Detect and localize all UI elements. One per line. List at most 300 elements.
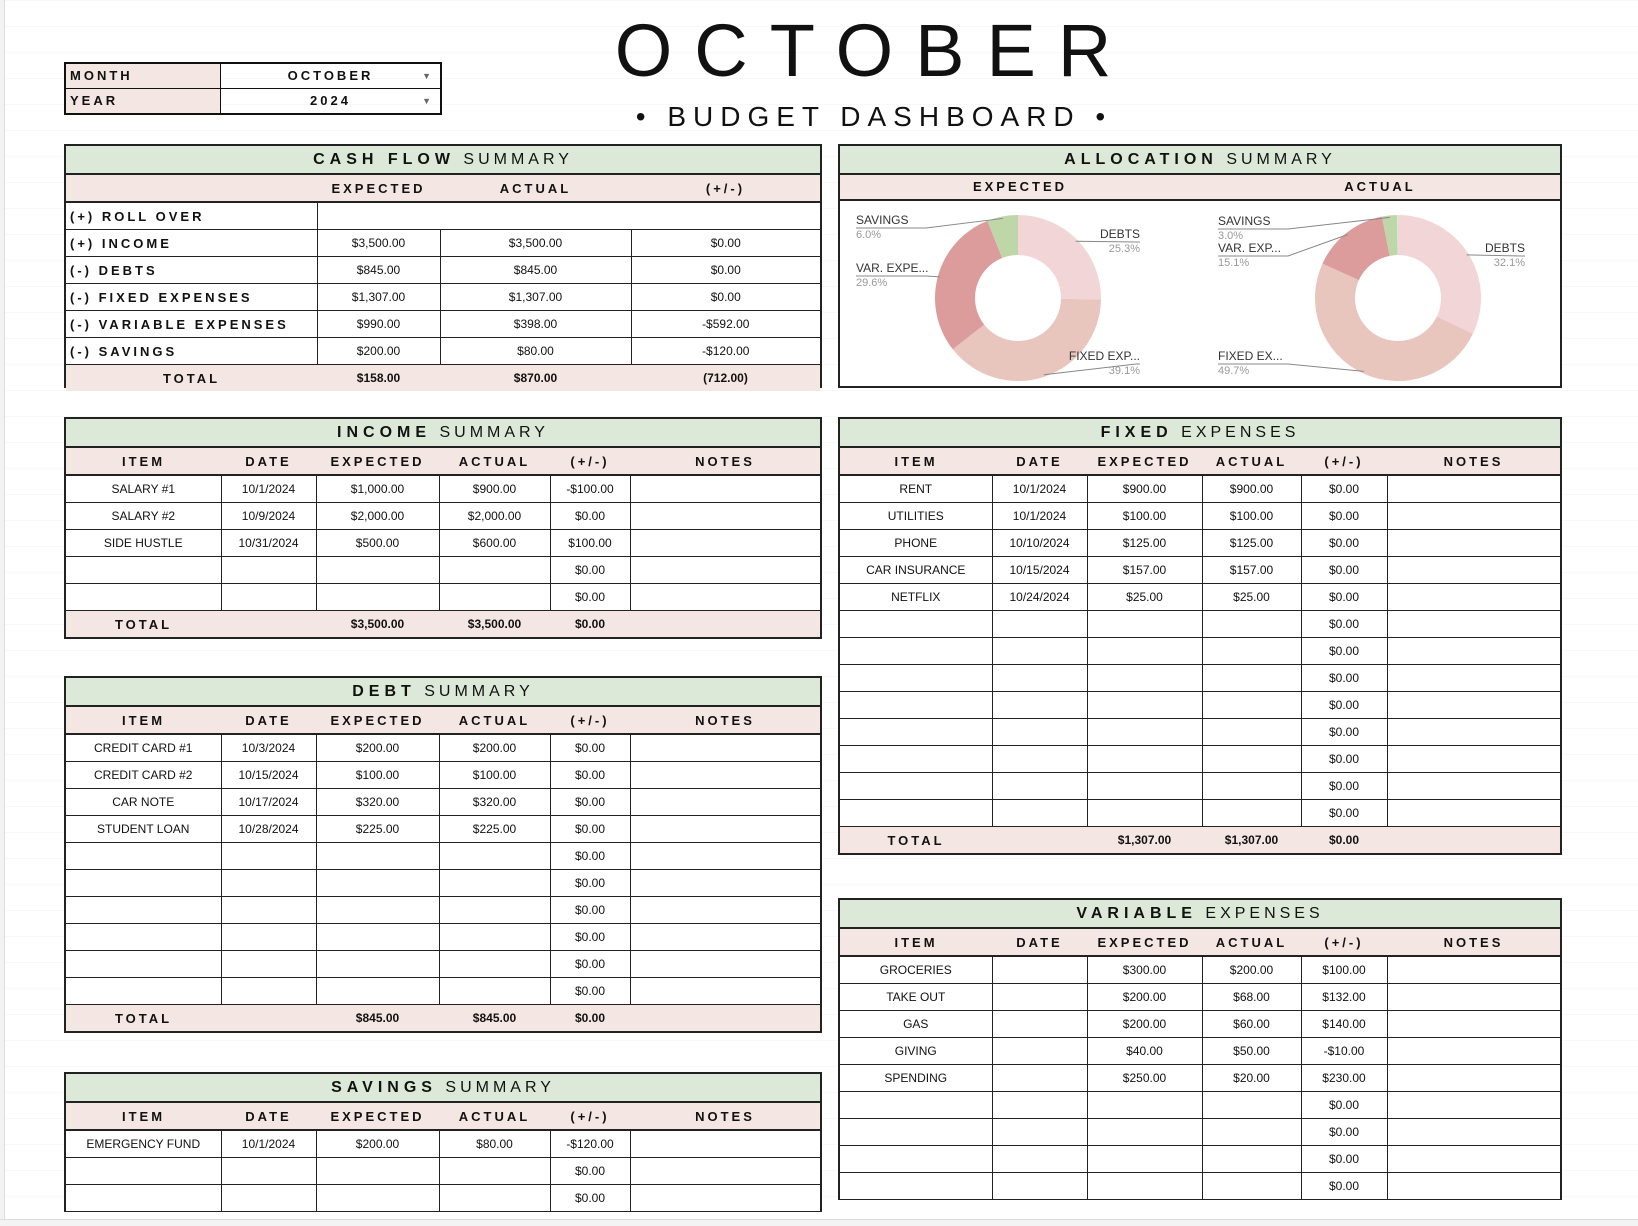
table-cell[interactable] [439, 843, 550, 870]
table-cell[interactable] [1087, 746, 1202, 773]
pie-slice[interactable] [1018, 215, 1101, 300]
table-row [840, 1119, 1560, 1146]
table-cell[interactable]: $0.00 [550, 557, 630, 584]
table-cell[interactable] [630, 951, 820, 978]
table-cell[interactable]: $132.00 [1301, 984, 1387, 1011]
table-cell[interactable]: $0.00 [1301, 800, 1387, 827]
table-cell[interactable] [1387, 1119, 1560, 1146]
table-cell[interactable]: $68.00 [1202, 984, 1301, 1011]
table-cell[interactable] [1202, 1146, 1301, 1173]
table-cell[interactable] [1087, 611, 1202, 638]
table-cell[interactable] [316, 924, 439, 951]
table-cell[interactable] [221, 978, 316, 1005]
column-header: (+/-) [550, 1103, 630, 1130]
table-cell[interactable]: SPENDING [840, 1065, 992, 1092]
expected-allocation-chart[interactable] [840, 200, 1210, 384]
cell-actual[interactable]: $80.00 [440, 338, 631, 365]
table-cell[interactable] [840, 638, 992, 665]
table-cell[interactable]: 10/1/2024 [992, 475, 1087, 503]
table-cell[interactable]: $0.00 [550, 816, 630, 843]
table-cell[interactable]: 10/15/2024 [221, 762, 316, 789]
table-cell[interactable]: 10/1/2024 [221, 1130, 316, 1158]
table-cell[interactable] [630, 762, 820, 789]
table-cell[interactable] [1087, 638, 1202, 665]
year-row [66, 89, 440, 113]
table-cell[interactable] [1202, 1119, 1301, 1146]
table-cell[interactable] [992, 1173, 1087, 1200]
table-cell[interactable] [221, 1158, 316, 1185]
table-cell[interactable] [316, 897, 439, 924]
table-cell[interactable] [1387, 1173, 1560, 1200]
table-cell[interactable]: $125.00 [1087, 530, 1202, 557]
table-cell[interactable] [1087, 1146, 1202, 1173]
table-row [840, 773, 1560, 800]
table-cell[interactable]: RENT [840, 475, 992, 503]
table-cell[interactable] [630, 584, 820, 611]
table-cell[interactable]: $0.00 [550, 951, 630, 978]
year-dropdown[interactable] [221, 89, 440, 113]
table-cell[interactable]: $0.00 [1301, 746, 1387, 773]
table-cell[interactable]: $0.00 [1301, 557, 1387, 584]
table-cell[interactable]: $2,000.00 [439, 503, 550, 530]
table-cell[interactable]: $0.00 [550, 734, 630, 762]
table-cell[interactable]: $0.00 [1301, 503, 1387, 530]
fixed-table [840, 448, 1560, 853]
table-cell[interactable]: $60.00 [1202, 1011, 1301, 1038]
table-cell[interactable]: $0.00 [1301, 1119, 1387, 1146]
table-cell[interactable] [630, 1185, 820, 1212]
table-cell[interactable]: $140.00 [1301, 1011, 1387, 1038]
table-cell[interactable] [630, 530, 820, 557]
table-cell[interactable]: $157.00 [1202, 557, 1301, 584]
table-cell[interactable]: $0.00 [1301, 611, 1387, 638]
table-cell[interactable]: 10/17/2024 [221, 789, 316, 816]
table-cell[interactable]: $40.00 [1087, 1038, 1202, 1065]
cell-actual[interactable]: $1,307.00 [440, 284, 631, 311]
table-cell[interactable] [840, 746, 992, 773]
cell-actual[interactable]: $398.00 [440, 311, 631, 338]
table-cell[interactable]: $100.00 [439, 762, 550, 789]
table-cell[interactable]: $900.00 [1087, 475, 1202, 503]
allocation-col-expected: EXPECTED [972, 179, 1068, 194]
cell-actual[interactable]: $845.00 [440, 257, 631, 284]
table-cell[interactable] [66, 870, 221, 897]
table-cell[interactable] [992, 1146, 1087, 1173]
table-cell[interactable]: $0.00 [1301, 773, 1387, 800]
cell-diff[interactable]: $0.00 [631, 284, 820, 311]
table-cell[interactable]: PHONE [840, 530, 992, 557]
cashflow-title-rest: SUMMARY [463, 151, 573, 168]
table-row [840, 530, 1560, 557]
table-cell[interactable] [221, 843, 316, 870]
table-cell[interactable] [1387, 773, 1560, 800]
table-cell[interactable] [992, 638, 1087, 665]
table-cell[interactable] [992, 1119, 1087, 1146]
table-cell[interactable] [1387, 1038, 1560, 1065]
table-cell[interactable] [1387, 1065, 1560, 1092]
table-cell[interactable]: $0.00 [1301, 475, 1387, 503]
table-cell[interactable] [439, 870, 550, 897]
table-cell[interactable] [66, 843, 221, 870]
cell-diff[interactable]: $0.00 [631, 230, 820, 257]
month-dropdown[interactable] [221, 64, 440, 88]
table-cell[interactable]: $200.00 [316, 734, 439, 762]
table-cell[interactable] [992, 1065, 1087, 1092]
table-cell[interactable] [316, 870, 439, 897]
table-cell[interactable] [630, 789, 820, 816]
row-header-strip [0, 0, 5, 1226]
table-cell[interactable] [1387, 503, 1560, 530]
table-cell[interactable]: $157.00 [1087, 557, 1202, 584]
table-cell[interactable]: $0.00 [1301, 638, 1387, 665]
table-cell[interactable] [1202, 692, 1301, 719]
table-cell[interactable] [66, 897, 221, 924]
table-cell[interactable] [1202, 1173, 1301, 1200]
cashflow-row [66, 257, 820, 284]
table-cell[interactable] [840, 773, 992, 800]
table-cell[interactable] [992, 773, 1087, 800]
table-cell[interactable] [66, 584, 221, 611]
chevron-down-icon[interactable]: ▼ [422, 71, 434, 81]
table-cell[interactable] [1387, 692, 1560, 719]
table-cell[interactable] [1387, 584, 1560, 611]
table-cell[interactable] [840, 692, 992, 719]
table-cell[interactable]: $0.00 [550, 584, 630, 611]
table-cell[interactable] [1387, 746, 1560, 773]
table-cell[interactable]: $0.00 [550, 1158, 630, 1185]
table-cell[interactable]: CREDIT CARD #1 [66, 734, 221, 762]
table-cell[interactable]: $0.00 [550, 897, 630, 924]
table-cell[interactable] [630, 1158, 820, 1185]
table-cell[interactable] [66, 557, 221, 584]
table-cell[interactable] [1087, 1119, 1202, 1146]
table-cell[interactable]: EMERGENCY FUND [66, 1130, 221, 1158]
allocation-title-bold: ALLOCATION [1064, 151, 1218, 168]
table-cell[interactable]: $0.00 [550, 762, 630, 789]
table-cell[interactable]: $200.00 [1087, 984, 1202, 1011]
table-cell[interactable] [1202, 746, 1301, 773]
actual-allocation-chart[interactable] [1200, 200, 1560, 384]
table-cell[interactable]: UTILITIES [840, 503, 992, 530]
table-cell[interactable]: $100.00 [550, 530, 630, 557]
table-cell[interactable]: $600.00 [439, 530, 550, 557]
table-cell[interactable] [630, 897, 820, 924]
table-cell[interactable]: $225.00 [316, 816, 439, 843]
table-cell[interactable]: 10/28/2024 [221, 816, 316, 843]
table-cell[interactable]: $125.00 [1202, 530, 1301, 557]
table-cell[interactable]: 10/24/2024 [992, 584, 1087, 611]
table-cell[interactable]: $50.00 [1202, 1038, 1301, 1065]
table-cell[interactable]: $250.00 [1087, 1065, 1202, 1092]
cell-expected[interactable]: $3,500.00 [317, 230, 440, 257]
table-cell[interactable] [66, 951, 221, 978]
table-cell[interactable] [316, 584, 439, 611]
column-header: ACTUAL [439, 707, 550, 734]
cell-expected[interactable]: $845.00 [317, 257, 440, 284]
table-cell[interactable]: $320.00 [439, 789, 550, 816]
table-cell[interactable] [840, 611, 992, 638]
table-cell[interactable] [1087, 1092, 1202, 1119]
table-cell[interactable] [992, 719, 1087, 746]
table-cell[interactable]: 10/3/2024 [221, 734, 316, 762]
table-cell[interactable] [840, 1146, 992, 1173]
cell-expected[interactable]: $990.00 [317, 311, 440, 338]
table-cell[interactable] [840, 1173, 992, 1200]
table-cell[interactable]: $100.00 [1087, 503, 1202, 530]
table-cell[interactable] [439, 924, 550, 951]
table-cell[interactable]: $20.00 [1202, 1065, 1301, 1092]
table-cell[interactable]: NETFLIX [840, 584, 992, 611]
table-cell[interactable]: $80.00 [439, 1130, 550, 1158]
table-cell[interactable] [1202, 638, 1301, 665]
column-header: NOTES [1387, 448, 1560, 475]
table-cell[interactable]: $0.00 [1301, 1092, 1387, 1119]
fixed-panel [838, 417, 1562, 855]
table-cell[interactable] [66, 1185, 221, 1212]
table-cell[interactable]: GAS [840, 1011, 992, 1038]
table-cell[interactable]: $0.00 [550, 870, 630, 897]
column-header: (+/-) [1301, 448, 1387, 475]
table-cell[interactable] [1202, 719, 1301, 746]
savings-column-headers [66, 1103, 820, 1130]
table-cell[interactable] [1387, 1146, 1560, 1173]
table-cell[interactable] [316, 978, 439, 1005]
table-cell[interactable]: $200.00 [439, 734, 550, 762]
table-cell[interactable]: 10/9/2024 [221, 503, 316, 530]
table-cell[interactable]: TAKE OUT [840, 984, 992, 1011]
table-cell[interactable]: $0.00 [1301, 692, 1387, 719]
table-cell[interactable] [992, 1038, 1087, 1065]
rollover-input[interactable] [317, 202, 820, 230]
table-cell[interactable] [1202, 800, 1301, 827]
table-cell[interactable] [66, 924, 221, 951]
table-cell[interactable]: $200.00 [316, 1130, 439, 1158]
table-cell[interactable] [1087, 692, 1202, 719]
period-selector [64, 62, 442, 115]
table-cell[interactable]: $0.00 [1301, 530, 1387, 557]
table-cell[interactable]: CAR INSURANCE [840, 557, 992, 584]
table-cell[interactable] [1087, 665, 1202, 692]
table-cell[interactable] [840, 665, 992, 692]
cashflow-row-label: (-) VARIABLE EXPENSES [66, 311, 317, 338]
table-cell[interactable] [840, 1119, 992, 1146]
table-cell[interactable] [1387, 475, 1560, 503]
table-cell[interactable]: $0.00 [1301, 584, 1387, 611]
table-cell[interactable] [221, 870, 316, 897]
table-cell[interactable]: $0.00 [550, 1185, 630, 1212]
table-cell[interactable] [439, 1158, 550, 1185]
cell-actual[interactable]: $3,500.00 [440, 230, 631, 257]
table-cell[interactable]: $0.00 [550, 843, 630, 870]
table-cell[interactable] [992, 1092, 1087, 1119]
table-cell[interactable]: $0.00 [1301, 665, 1387, 692]
table-cell[interactable] [1387, 557, 1560, 584]
table-cell[interactable]: CREDIT CARD #2 [66, 762, 221, 789]
pie-slice-percent: 3.0% [1218, 230, 1244, 242]
table-cell[interactable]: -$100.00 [550, 475, 630, 503]
table-cell[interactable]: $25.00 [1087, 584, 1202, 611]
table-cell[interactable]: $100.00 [316, 762, 439, 789]
table-cell[interactable]: 10/1/2024 [221, 475, 316, 503]
table-cell[interactable]: $0.00 [1301, 1173, 1387, 1200]
table-cell[interactable] [992, 611, 1087, 638]
table-cell[interactable] [1387, 665, 1560, 692]
table-cell[interactable] [630, 1130, 820, 1158]
pie-slice[interactable] [935, 221, 1002, 349]
table-cell[interactable] [221, 951, 316, 978]
allocation-col-actual: ACTUAL [1344, 179, 1416, 194]
table-cell[interactable] [630, 557, 820, 584]
cell-diff[interactable]: -$592.00 [631, 311, 820, 338]
table-cell[interactable] [1202, 1092, 1301, 1119]
table-cell[interactable]: $900.00 [1202, 475, 1301, 503]
column-header: (+/-) [1301, 929, 1387, 956]
table-cell[interactable] [439, 978, 550, 1005]
table-cell[interactable] [1387, 638, 1560, 665]
table-cell[interactable] [840, 719, 992, 746]
table-cell[interactable]: 10/10/2024 [992, 530, 1087, 557]
table-cell[interactable] [1087, 800, 1202, 827]
column-header: ITEM [840, 929, 992, 956]
table-cell[interactable] [1387, 719, 1560, 746]
table-cell[interactable] [439, 951, 550, 978]
table-cell[interactable] [439, 1185, 550, 1212]
table-row [66, 897, 820, 924]
table-cell[interactable] [840, 1092, 992, 1119]
table-cell[interactable] [992, 956, 1087, 984]
cell-expected[interactable]: $200.00 [317, 338, 440, 365]
cell-expected[interactable]: $1,307.00 [317, 284, 440, 311]
table-cell[interactable]: $225.00 [439, 816, 550, 843]
table-cell[interactable]: $2,000.00 [316, 503, 439, 530]
table-cell[interactable] [992, 800, 1087, 827]
table-cell[interactable] [630, 816, 820, 843]
table-cell[interactable] [316, 843, 439, 870]
total-cell: $845.00 [439, 1005, 550, 1032]
table-cell[interactable] [992, 665, 1087, 692]
table-cell[interactable]: $0.00 [1301, 719, 1387, 746]
table-cell[interactable] [1387, 530, 1560, 557]
table-cell[interactable]: $100.00 [1301, 956, 1387, 984]
total-cell [221, 1005, 316, 1032]
table-cell[interactable]: $1,000.00 [316, 475, 439, 503]
table-cell[interactable] [1202, 665, 1301, 692]
table-cell[interactable]: $500.00 [316, 530, 439, 557]
table-cell[interactable] [1087, 1173, 1202, 1200]
pie-slice[interactable] [1398, 215, 1481, 334]
table-cell[interactable] [221, 924, 316, 951]
table-cell[interactable] [630, 503, 820, 530]
table-cell[interactable]: $300.00 [1087, 956, 1202, 984]
table-cell[interactable]: $0.00 [550, 924, 630, 951]
table-cell[interactable] [840, 800, 992, 827]
table-cell[interactable] [316, 1158, 439, 1185]
column-header: (+/-) [550, 448, 630, 475]
debt-header [66, 678, 820, 707]
table-cell[interactable] [316, 1185, 439, 1212]
table-cell[interactable] [66, 1158, 221, 1185]
table-cell[interactable] [1387, 984, 1560, 1011]
table-cell[interactable]: 10/1/2024 [992, 503, 1087, 530]
page-title: OCTOBER [614, 9, 1134, 92]
table-cell[interactable]: -$10.00 [1301, 1038, 1387, 1065]
table-row [840, 1173, 1560, 1200]
chevron-down-icon[interactable]: ▼ [422, 96, 434, 106]
allocation-panel [838, 144, 1562, 388]
table-cell[interactable] [316, 557, 439, 584]
table-cell[interactable]: 10/15/2024 [992, 557, 1087, 584]
debt-title-rest: SUMMARY [424, 683, 534, 700]
table-cell[interactable]: $900.00 [439, 475, 550, 503]
table-cell[interactable] [1202, 773, 1301, 800]
table-cell[interactable] [221, 1185, 316, 1212]
table-cell[interactable] [1387, 1092, 1560, 1119]
table-cell[interactable] [66, 978, 221, 1005]
table-cell[interactable] [1087, 773, 1202, 800]
table-cell[interactable] [1387, 800, 1560, 827]
table-cell[interactable]: $0.00 [1301, 1146, 1387, 1173]
table-cell[interactable] [630, 924, 820, 951]
table-cell[interactable] [1202, 611, 1301, 638]
table-cell[interactable]: GIVING [840, 1038, 992, 1065]
table-cell[interactable]: SALARY #1 [66, 475, 221, 503]
column-header: EXPECTED [1087, 929, 1202, 956]
table-cell[interactable] [1387, 611, 1560, 638]
table-cell[interactable] [992, 692, 1087, 719]
table-cell[interactable]: -$120.00 [550, 1130, 630, 1158]
pie-slice-label: SAVINGS [856, 213, 909, 227]
table-cell[interactable]: $0.00 [550, 789, 630, 816]
table-cell[interactable]: CAR NOTE [66, 789, 221, 816]
table-cell[interactable] [630, 978, 820, 1005]
table-cell[interactable]: $25.00 [1202, 584, 1301, 611]
table-cell[interactable] [1387, 1011, 1560, 1038]
table-cell[interactable] [1087, 719, 1202, 746]
table-cell[interactable]: $200.00 [1087, 1011, 1202, 1038]
table-cell[interactable]: $200.00 [1202, 956, 1301, 984]
cell-diff[interactable]: $0.00 [631, 257, 820, 284]
table-cell[interactable] [992, 746, 1087, 773]
table-cell[interactable]: $230.00 [1301, 1065, 1387, 1092]
table-cell[interactable] [630, 734, 820, 762]
table-cell[interactable] [221, 584, 316, 611]
table-cell[interactable]: 10/31/2024 [221, 530, 316, 557]
table-cell[interactable]: SIDE HUSTLE [66, 530, 221, 557]
table-cell[interactable]: GROCERIES [840, 956, 992, 984]
table-cell[interactable] [439, 584, 550, 611]
table-cell[interactable]: $0.00 [550, 978, 630, 1005]
table-cell[interactable]: $0.00 [550, 503, 630, 530]
table-cell[interactable] [630, 870, 820, 897]
table-cell[interactable] [630, 843, 820, 870]
table-cell[interactable] [439, 897, 550, 924]
cell-diff[interactable]: -$120.00 [631, 338, 820, 365]
table-cell[interactable]: STUDENT LOAN [66, 816, 221, 843]
table-row [66, 978, 820, 1005]
table-cell[interactable]: SALARY #2 [66, 503, 221, 530]
table-cell[interactable] [1387, 956, 1560, 984]
table-cell[interactable] [630, 475, 820, 503]
table-cell[interactable] [992, 1011, 1087, 1038]
table-cell[interactable] [439, 557, 550, 584]
table-cell[interactable] [221, 897, 316, 924]
table-cell[interactable] [221, 557, 316, 584]
column-header: EXPECTED [1087, 448, 1202, 475]
table-cell[interactable] [316, 951, 439, 978]
table-cell[interactable]: $100.00 [1202, 503, 1301, 530]
table-cell[interactable]: $320.00 [316, 789, 439, 816]
table-cell[interactable] [992, 984, 1087, 1011]
